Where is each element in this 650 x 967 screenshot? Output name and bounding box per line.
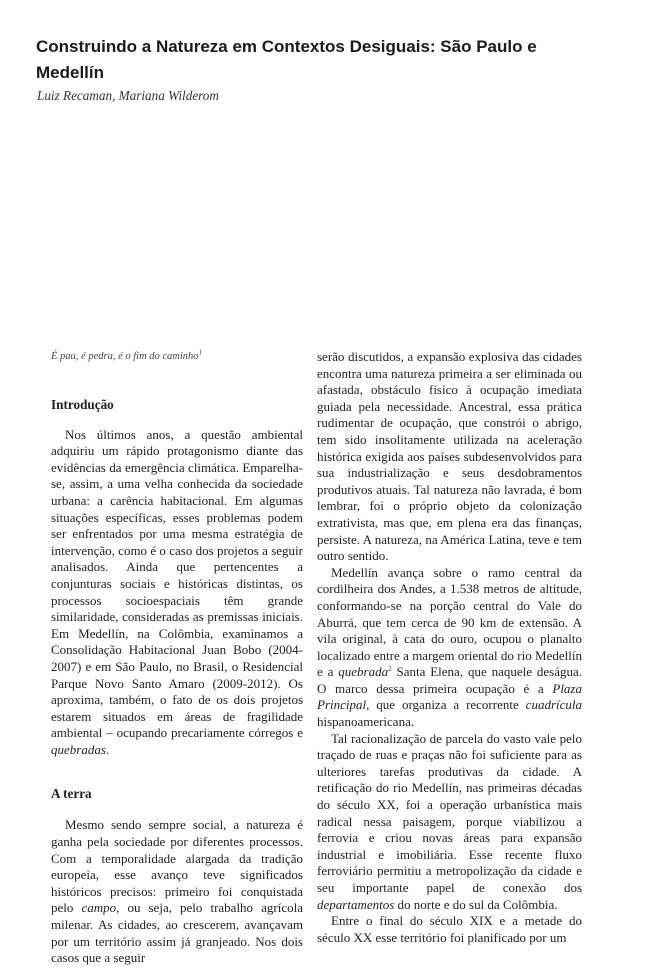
terra-paragraph <box>51 817 303 966</box>
intro-emphasis: quebradas <box>51 741 106 757</box>
medellin-text-c: , que organiza a recorrente <box>366 697 526 713</box>
footnote-ref-2[interactable]: 2 <box>388 664 392 673</box>
section-heading-a-terra: A terra <box>51 786 92 802</box>
section-heading-introducao: Introdução <box>51 396 114 412</box>
intro-end: . <box>105 741 110 757</box>
plaza-emphasis: Plaza Principal <box>317 680 582 713</box>
article-title: Construindo a Natureza em Contextos Desiguais: São Paulo e Medellín <box>36 37 537 82</box>
epigraph <box>51 349 303 366</box>
rio-text-end: do norte e do sul da Colômbia. <box>394 896 558 912</box>
terra-text-b: , ou seja, pelo trabalho agrícola milenar. As cidades, ao crescerem, avançavam por um território assim já granjeado. Nos dois casos que a seguir <box>51 900 303 966</box>
right-paragraph-2 <box>317 565 582 731</box>
medellin-text-b: Santa Elena, que naquele deságua. O marco dessa primeira ocupação é a <box>317 664 582 696</box>
epigraph-text: É pau, é pedra, é o fim do caminho <box>51 351 199 362</box>
footnote-ref-1[interactable]: 1 <box>198 348 203 357</box>
terra-text-a: Mesmo sendo sempre social, a natureza é ganha pela sociedade por diferentes processos. Com a temporalidade alargada da tradição europeia, esse avanço teve significados históricos precisos: primeiro foi conquistada pelo <box>51 817 303 916</box>
right-paragraph-3 <box>317 731 582 914</box>
intro-paragraph <box>51 427 303 759</box>
terra-emphasis: campo <box>81 900 117 916</box>
cuadricula-emphasis: cuadrícula <box>525 697 582 713</box>
right-paragraph-4: Entre o final do século XIX e a metade do século XX esse território foi planificado por um <box>317 913 582 945</box>
intro-text: Nos últimos anos, a questão ambiental adquiriu um rápido protagonismo diante das evidências da emergência climática. Emparelha-se, assim, a uma velha conhecida da sociedade urbana: a carência habitacional. Em algumas situações específicas, esses problemas podem ser enfrentados por uma mesma estratégia de intervenção, como é o caso dos projetos a seguir analisados. Ainda que pertencentes a conjunturas sociais e históricas distintas, os processos socioespaciais têm grande similaridade, consideradas as premissas iniciais. Em Medellín, na Colômbia, examinamos a Consolidação Habitacional Juan Bobo (2004-2007) e em São Paulo, no Brasil, o Residencial Parque Novo Santo Amaro (2009-2012). Os aproxima, também, o fato de os dois projetos estarem situados em áreas de fragilidade ambiental – ocupando precariamente córregos e <box>51 426 303 741</box>
departamentos-emphasis: departamentos <box>317 896 395 912</box>
medellin-text-d: hispanoamericana. <box>317 714 415 730</box>
medellin-text-a: Medellín avança sobre o ramo central da cordilheira dos Andes, a 1.538 metros de altitude, conformando-se na porção central do Vale do Aburrá, que tem cerca de 90 km de extensão. A vila original, à cata do ouro, ocupou o planalto localizado entre a margem oriental do rio Medellín e a <box>317 564 582 680</box>
quebrada-emphasis: quebrada <box>338 664 389 680</box>
rio-text: Tal racionalização de parcela do vasto vale pelo traçado de ruas e praças não foi suficiente para as ulteriores tarefas produtivas da cidade. A retificação do rio Medellín, nas primeiras décadas do século XX, foi a operação urbanística mais radical nessa paisagem, porque viabilizou a ferrovia e criou novas áreas para expansão industrial e imobiliária. Esse recente fluxo ferroviário permitiu a metropolização da cidade e seu importante papel de conexão dos <box>317 730 582 895</box>
article-authors: Luiz Recaman, Mariana Wilderom <box>37 88 219 103</box>
left-column <box>51 349 303 967</box>
right-column <box>317 349 582 946</box>
right-paragraph-1: serão discutidos, a expansão explosiva das cidades encontra uma natureza primeira a ser eliminada ou afastada, obstáculo físico à ocupação imediata guiada pela necessidade. Ancestral, essa prática rudimentar de ocupação, que constrói o abrigo, tem sido insolitamente utilizada na aceleração histórica exigida aos países subdesenvolvidos para sua industrialização e seus desdobramentos produtivos atuais. Tal natureza não lavrada, é bom lembrar, foi o próprio objeto da colonização extrativista, mas que, em plena era das finanças, persiste. A natureza, na América Latina, teve e tem outro sentido. <box>317 349 582 564</box>
